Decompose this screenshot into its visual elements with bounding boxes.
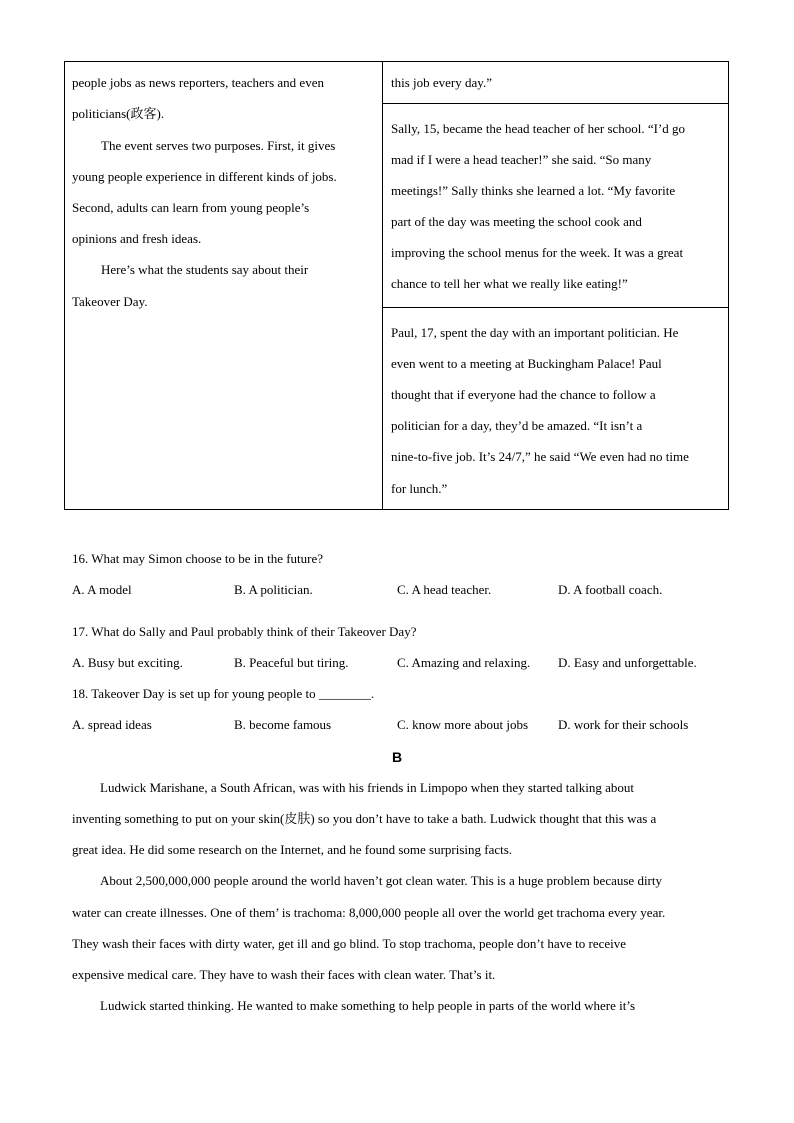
right-cell-line: improving the school menus for the week. It was a great bbox=[391, 245, 684, 260]
question-stem: 17. What do Sally and Paul probably think of their Takeover Day? bbox=[72, 624, 417, 639]
answer-option: A. Busy but exciting. bbox=[72, 655, 183, 670]
answer-option: D. work for their schools bbox=[558, 717, 689, 732]
passage-line: expensive medical care. They have to wash their faces with clean water. That’s it. bbox=[72, 967, 496, 982]
right-cell-line: Sally, 15, became the head teacher of her school. “I’d go bbox=[391, 121, 686, 136]
answer-option: A. spread ideas bbox=[72, 717, 152, 732]
passage-line: Ludwick Marishane, a South African, was with his friends in Limpopo when they started talking about bbox=[100, 780, 634, 795]
table-left-cell bbox=[65, 62, 383, 509]
passage-line: Ludwick started thinking. He wanted to make something to help people in parts of the world where it’s bbox=[100, 998, 636, 1013]
table-right-cell-3 bbox=[383, 308, 728, 509]
right-cell-line: even went to a meeting at Buckingham Palace! Paul bbox=[391, 356, 662, 371]
question-stem: 18. Takeover Day is set up for young people to ________. bbox=[72, 686, 375, 701]
answer-option: C. know more about jobs bbox=[397, 717, 529, 732]
section-heading: B bbox=[392, 749, 403, 765]
table-right-cell-1 bbox=[383, 62, 728, 104]
right-cell-line: part of the day was meeting the school cook and bbox=[391, 214, 642, 229]
left-cell-line: Here’s what the students say about their bbox=[101, 262, 309, 277]
left-cell-line: politicians(政客). bbox=[72, 106, 165, 121]
passage-line: inventing something to put on your skin(皮肤) so you don’t have to take a bath. Ludwick thought that this was a bbox=[72, 811, 657, 826]
passage-line: About 2,500,000,000 people around the world haven’t got clean water. This is a huge problem because dirty bbox=[100, 873, 662, 888]
question-stem: 16. What may Simon choose to be in the future? bbox=[72, 551, 324, 566]
answer-option: B. A politician. bbox=[234, 582, 313, 597]
right-cell-line: politician for a day, they’d be amazed. “It isn’t a bbox=[391, 418, 643, 433]
left-cell-line: Takeover Day. bbox=[72, 294, 148, 309]
left-cell-line: people jobs as news reporters, teachers and even bbox=[72, 75, 324, 90]
passage-line: great idea. He did some research on the Internet, and he found some surprising facts. bbox=[72, 842, 513, 857]
right-cell-line: mad if I were a head teacher!” she said. “So many bbox=[391, 152, 652, 167]
passage-line: They wash their faces with dirty water, get ill and go blind. To stop trachoma, people don’t have to receive bbox=[72, 936, 627, 951]
left-cell-line: young people experience in different kinds of jobs. bbox=[72, 169, 337, 184]
left-cell-line: The event serves two purposes. First, it gives bbox=[101, 138, 336, 153]
answer-option: B. Peaceful but tiring. bbox=[234, 655, 349, 670]
right-cell-line: this job every day.” bbox=[391, 75, 492, 90]
answer-option: B. become famous bbox=[234, 717, 332, 732]
answer-option: C. Amazing and relaxing. bbox=[397, 655, 531, 670]
right-cell-line: Paul, 17, spent the day with an important politician. He bbox=[391, 325, 679, 340]
passage-line: water can create illnesses. One of them’ is trachoma: 8,000,000 people all over the world get trachoma every year. bbox=[72, 905, 666, 920]
left-cell-line: opinions and fresh ideas. bbox=[72, 231, 202, 246]
takeover-day-table bbox=[64, 61, 729, 510]
right-cell-line: for lunch.” bbox=[391, 481, 448, 496]
table-right-column bbox=[383, 62, 728, 509]
left-cell-line: Second, adults can learn from young people’s bbox=[72, 200, 310, 215]
right-cell-line: nine-to-five job. It’s 24/7,” he said “We even had no time bbox=[391, 449, 689, 464]
answer-option: C. A head teacher. bbox=[397, 582, 492, 597]
table-right-cell-2 bbox=[383, 104, 728, 308]
right-cell-line: chance to tell her what we really like eating!” bbox=[391, 276, 628, 291]
answer-option: A. A model bbox=[72, 582, 132, 597]
right-cell-line: thought that if everyone had the chance to follow a bbox=[391, 387, 656, 402]
answer-option: D. A football coach. bbox=[558, 582, 663, 597]
answer-option: D. Easy and unforgettable. bbox=[558, 655, 697, 670]
right-cell-line: meetings!” Sally thinks she learned a lot. “My favorite bbox=[391, 183, 676, 198]
